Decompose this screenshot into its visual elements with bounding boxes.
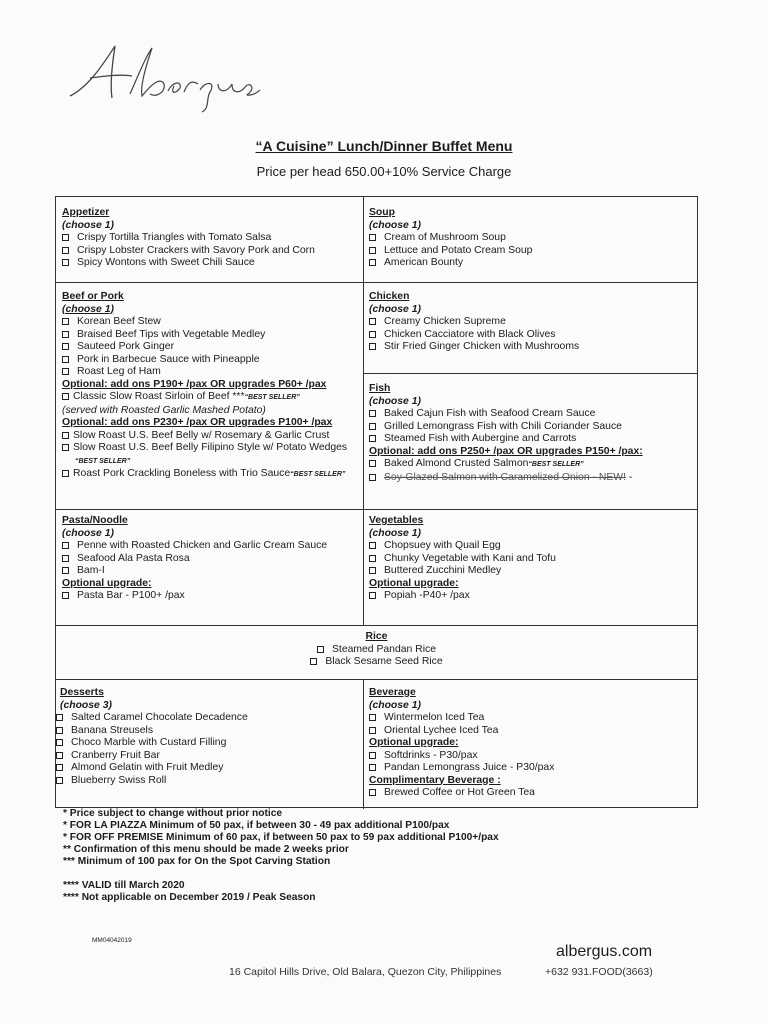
row-divider — [56, 625, 697, 626]
list-item: Banana Streusels — [56, 725, 358, 738]
list-item: Pork in Barbecue Sauce with Pineapple — [62, 354, 358, 367]
list-item: Steamed Fish with Aubergine and Carrots — [369, 433, 691, 446]
checkbox-icon — [62, 356, 69, 363]
checkbox-icon — [62, 470, 69, 477]
checkbox-icon — [369, 752, 376, 759]
section-title: Beef or Pork — [62, 291, 124, 302]
list-item: Seafood Ala Pasta Rosa — [62, 553, 358, 566]
list-item: Baked Almond Crusted Salmon“BEST SELLER” — [369, 458, 691, 472]
list-item: Pasta Bar - P100+ /pax — [62, 590, 358, 603]
checkbox-icon — [369, 435, 376, 442]
appetizer-section — [62, 207, 358, 270]
checkbox-icon — [317, 646, 324, 653]
chicken-section — [369, 291, 691, 354]
checkbox-icon — [62, 592, 69, 599]
checkbox-icon — [369, 592, 376, 599]
vegetables-section — [369, 515, 691, 603]
list-item: Choco Marble with Custard Filling — [56, 737, 358, 750]
choose-rule: (choose 1) — [62, 527, 114, 539]
document-code: MM04042019 — [92, 937, 132, 944]
footnotes — [63, 808, 499, 904]
best-seller-tag: “BEST SELLER” — [75, 457, 131, 465]
choose-rule: (choose 1) — [62, 303, 114, 315]
list-item: Steamed Pandan Rice — [56, 644, 697, 657]
checkbox-icon — [62, 555, 69, 562]
served-with-note: (served with Roasted Garlic Mashed Potato) — [62, 404, 266, 416]
optional-heading: Optional: add ons P250+ /pax OR upgrades P150+ /pax: — [369, 445, 643, 457]
list-item: Korean Beef Stew — [62, 316, 358, 329]
list-item: Chunky Vegetable with Kani and Tofu — [369, 553, 691, 566]
list-item: Roast Leg of Ham — [62, 366, 358, 379]
list-item: Crispy Lobster Crackers with Savory Pork and Corn — [62, 245, 358, 258]
list-item: Salted Caramel Chocolate Decadence — [56, 712, 358, 725]
section-title: Soup — [369, 207, 395, 218]
menu-table — [55, 196, 698, 808]
section-title: Pasta/Noodle — [62, 515, 128, 526]
checkbox-icon — [56, 777, 63, 784]
list-item: Grilled Lemongrass Fish with Chili Coriander Sauce — [369, 421, 691, 434]
list-item: Pandan Lemongrass Juice - P30/pax — [369, 762, 691, 775]
list-item: Bam-I — [62, 565, 358, 578]
rice-section — [56, 631, 697, 669]
list-item: Sauteed Pork Ginger — [62, 341, 358, 354]
list-item: Cranberry Fruit Bar — [56, 750, 358, 763]
list-item: Chopsuey with Quail Egg — [369, 540, 691, 553]
checkbox-icon — [369, 542, 376, 549]
list-item: Baked Cajun Fish with Seafood Cream Sauce — [369, 408, 691, 421]
checkbox-icon — [62, 343, 69, 350]
checkbox-icon — [369, 555, 376, 562]
checkbox-icon — [62, 444, 69, 451]
footnote: ** Confirmation of this menu should be made 2 weeks prior — [63, 844, 349, 855]
checkbox-icon — [56, 752, 63, 759]
footnote: * Price subject to change without prior notice — [63, 808, 283, 819]
list-item: Oriental Lychee Iced Tea — [369, 725, 691, 738]
checkbox-icon — [62, 393, 69, 400]
section-title: Rice — [365, 631, 388, 642]
checkbox-icon — [62, 234, 69, 241]
footnote: **** Not applicable on December 2019 / Peak Season — [63, 892, 316, 903]
footnote: * FOR OFF PREMISE Minimum of 60 pax, if between 50 pax to 59 pax additional P100+/pax — [63, 832, 499, 843]
best-seller-tag: “BEST SELLER” — [244, 394, 300, 401]
section-title: Vegetables — [369, 515, 424, 526]
section-title: Beverage — [369, 687, 416, 698]
checkbox-icon — [369, 259, 376, 266]
soup-section — [369, 207, 691, 270]
row-divider — [56, 282, 697, 283]
list-item: American Bounty — [369, 257, 691, 270]
list-item: Softdrinks - P30/pax — [369, 750, 691, 763]
checkbox-icon — [369, 423, 376, 430]
checkbox-icon — [56, 727, 63, 734]
optional-heading: Optional upgrade: — [62, 577, 152, 589]
beef-pork-section — [62, 291, 358, 482]
section-title: Chicken — [369, 291, 410, 302]
list-item: Buttered Zucchini Medley — [369, 565, 691, 578]
section-title: Desserts — [60, 687, 104, 698]
section-title: Appetizer — [62, 207, 110, 218]
row-divider — [56, 679, 697, 680]
list-item: Blueberry Swiss Roll — [56, 775, 358, 788]
checkbox-icon — [62, 368, 69, 375]
checkbox-icon — [62, 542, 69, 549]
list-item: Almond Gelatin with Fruit Medley — [56, 762, 358, 775]
complimentary-heading: Complimentary Beverage : — [369, 774, 501, 786]
list-item: Brewed Coffee or Hot Green Tea — [369, 787, 691, 800]
checkbox-icon — [56, 764, 63, 771]
checkbox-icon — [62, 432, 69, 439]
pasta-noodle-section — [62, 515, 358, 603]
list-item: Slow Roast U.S. Beef Belly w/ Rosemary & Garlic Crust — [62, 430, 358, 443]
optional-heading: Optional upgrade: — [369, 577, 459, 589]
list-item: Classic Slow Roast Sirloin of Beef ***“BEST SELLER” — [62, 391, 358, 405]
choose-rule: (choose 1) — [369, 219, 421, 231]
list-item: Crispy Tortilla Triangles with Tomato Salsa — [62, 232, 358, 245]
checkbox-icon — [62, 331, 69, 338]
checkbox-icon — [62, 567, 69, 574]
optional-heading: Optional upgrade: — [369, 737, 459, 748]
checkbox-icon — [310, 658, 317, 665]
list-item: Creamy Chicken Supreme — [369, 316, 691, 329]
checkbox-icon — [369, 234, 376, 241]
list-item: Cream of Mushroom Soup — [369, 232, 691, 245]
checkbox-icon — [369, 764, 376, 771]
list-item: Stir Fried Ginger Chicken with Mushrooms — [369, 341, 691, 354]
address: 16 Capitol Hills Drive, Old Balara, Quezon City, Philippines — [229, 966, 502, 978]
website-link[interactable]: albergus.com — [556, 943, 653, 960]
list-item: Spicy Wontons with Sweet Chili Sauce — [62, 257, 358, 270]
optional-heading: Optional: add ons P190+ /pax OR upgrades P60+ /pax — [62, 378, 327, 390]
list-item: Black Sesame Seed Rice — [56, 656, 697, 669]
list-item: Soy-Glazed Salmon with Caramelized Onion - NEW! - — [369, 472, 691, 485]
checkbox-icon — [369, 714, 376, 721]
column-divider — [363, 197, 364, 625]
choose-rule: (choose 1) — [62, 219, 114, 231]
choose-rule: (choose 3) — [60, 699, 112, 711]
footnote: *** Minimum of 100 pax for On the Spot Carving Station — [63, 856, 331, 867]
list-item: Popiah -P40+ /pax — [369, 590, 691, 603]
checkbox-icon — [369, 460, 376, 467]
choose-rule: (choose 1) — [369, 699, 421, 711]
list-item: Slow Roast U.S. Beef Belly Filipino Style w/ Potato Wedges “BEST SELLER” — [62, 442, 358, 468]
choose-rule: (choose 1) — [369, 303, 421, 315]
checkbox-icon — [56, 714, 63, 721]
checkbox-icon — [369, 331, 376, 338]
beverage-section — [369, 687, 691, 800]
price-per-head: Price per head 650.00+10% Service Charge — [256, 164, 512, 179]
list-item: Lettuce and Potato Cream Soup — [369, 245, 691, 258]
fish-section — [369, 383, 691, 484]
checkbox-icon — [369, 474, 376, 481]
footnote: **** VALID till March 2020 — [63, 880, 185, 891]
list-item: Braised Beef Tips with Vegetable Medley — [62, 329, 358, 342]
list-item: Chicken Cacciatore with Black Olives — [369, 329, 691, 342]
best-seller-tag: “BEST SELLER” — [290, 471, 346, 478]
checkbox-icon — [369, 567, 376, 574]
checkbox-icon — [56, 739, 63, 746]
choose-rule: (choose 1) — [369, 395, 421, 407]
menu-title: “A Cuisine” Lunch/Dinner Buffet Menu — [255, 138, 513, 154]
row-divider — [56, 509, 697, 510]
checkbox-icon — [369, 727, 376, 734]
checkbox-icon — [369, 318, 376, 325]
optional-heading: Optional: add ons P230+ /pax OR upgrades P100+ /pax — [62, 417, 333, 428]
column-divider — [363, 679, 364, 809]
checkbox-icon — [369, 410, 376, 417]
checkbox-icon — [369, 789, 376, 796]
footnote: * FOR LA PIAZZA Minimum of 50 pax, if between 30 - 49 pax additional P100/pax — [63, 820, 450, 831]
list-item: Roast Pork Crackling Boneless with Trio Sauce“BEST SELLER” — [62, 468, 358, 482]
checkbox-icon — [369, 247, 376, 254]
checkbox-icon — [62, 318, 69, 325]
section-title: Fish — [369, 383, 391, 394]
checkbox-icon — [62, 247, 69, 254]
albergus-logo — [60, 36, 270, 116]
best-seller-tag: “BEST SELLER” — [528, 461, 584, 468]
checkbox-icon — [62, 259, 69, 266]
phone-number: +632 931.FOOD(3663) — [545, 966, 653, 978]
choose-rule: (choose 1) — [369, 527, 421, 539]
list-item: Penne with Roasted Chicken and Garlic Cream Sauce — [62, 540, 358, 553]
desserts-section — [56, 687, 358, 787]
row-divider — [363, 373, 697, 374]
list-item: Wintermelon Iced Tea — [369, 712, 691, 725]
checkbox-icon — [369, 343, 376, 350]
